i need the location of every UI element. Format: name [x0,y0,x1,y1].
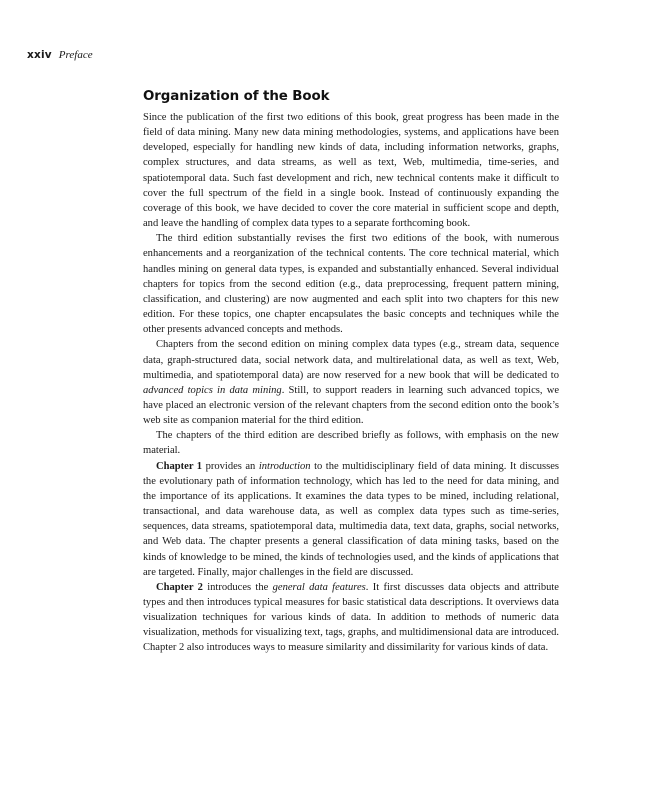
paragraph-text: The chapters of the third edition are described briefly as follows, with emphasis on the new material. [143,430,559,457]
page-number: xxiv [27,49,52,61]
paragraph-text: The third edition substantially revises the first two editions of the book, with numerous enhancements and a reorganization of the technical contents. The core technical material, which handles mining on general data types, is expanded and substantially enhanced. Several individual chapters for topics from the second edition (e.g., data preprocessing, frequent pattern mining, classification, and clustering) are now augmented and each split into two chapters for this new edition. For these topics, one chapter encapsulates the basic concepts and techniques while the other presents advanced concepts and methods. [143,233,559,336]
paragraph-third-edition [143,231,559,337]
running-head [27,49,93,61]
paragraph-chapter-2 [143,580,559,656]
paragraph-text: Chapters from the second edition on mining complex data types (e.g., stream data, sequence data, graph-structured data, social network data, and multirelational data, as well as text, Web, multimedia, and spatiotemporal data) are now reserved for a new book that will be dedicated to [143,339,559,381]
paragraph-intro [143,110,559,231]
paragraph-text: to the multidisciplinary field of data mining. It discusses the evolutionary path of information technology, which has led to the need for data mining, and the importance of its applications. It examines the data types to be mined, including relational, transactional, and data warehouse data, as well as complex data types such as time-series, sequences, data streams, spatiotemporal data, multimedia data, text data, graphs, social networks, and Web data. The chapter presents a general classification of data mining tasks, based on the kinds of knowledge to be mined, the kinds of technologies used, and the kinds of applications that are targeted. Finally, major challenges in the field are discussed. [143,460,560,578]
emphasis-text: general data features [272,581,366,593]
main-content [143,89,559,656]
running-head-section: Preface [58,49,93,61]
section-heading: Organization of the Book [143,89,330,104]
paragraph-text: . Still, to support readers in learning such advanced topics, we have placed an electronic version of the relevant chapters from the second edition onto the book’s web site as companion material for the third edition. [143,384,559,427]
paragraph-chapter-1 [143,459,559,580]
body-text [143,110,559,656]
paragraph-text: Since the publication of the first two editions of this book, great progress has been made in the field of data mining. Many new data mining methodologies, systems, and applications have been developed, especially for handling new kinds of data, including information networks, graphs, complex structures, and data streams, as well as text, Web, multimedia, time-series, and spatiotemporal data. Such fast development and rich, new technical contents make it difficult to cover the full spectrum of the field in a single book. Instead of continuously expanding the coverage of this book, we have decided to cover the core material in sufficient scope and depth, and leave the handling of complex data types to a separate forthcoming book. [143,112,559,230]
paragraph-text: . It first discusses data objects and attribute types and then introduces typical measures for basic statistical data descriptions. It overviews data visualization techniques for various kinds of data. In addition to methods of numeric data visualization, methods for visualizing text, tags, graphs, and multidimensional data are introduced. Chapter 2 also introduces ways to measure similarity and dissimilarity for various kinds of data. [143,581,559,654]
paragraph-chapters-overview [143,428,559,458]
chapter-label: Chapter 2 [156,581,203,593]
chapter-label: Chapter 1 [156,460,203,472]
paragraph-text: introduces the [202,581,273,593]
emphasis-text: advanced topics in data mining [143,384,282,396]
emphasis-text: introduction [258,460,311,472]
paragraph-complex-data [143,337,559,428]
paragraph-text: provides an [202,460,259,472]
